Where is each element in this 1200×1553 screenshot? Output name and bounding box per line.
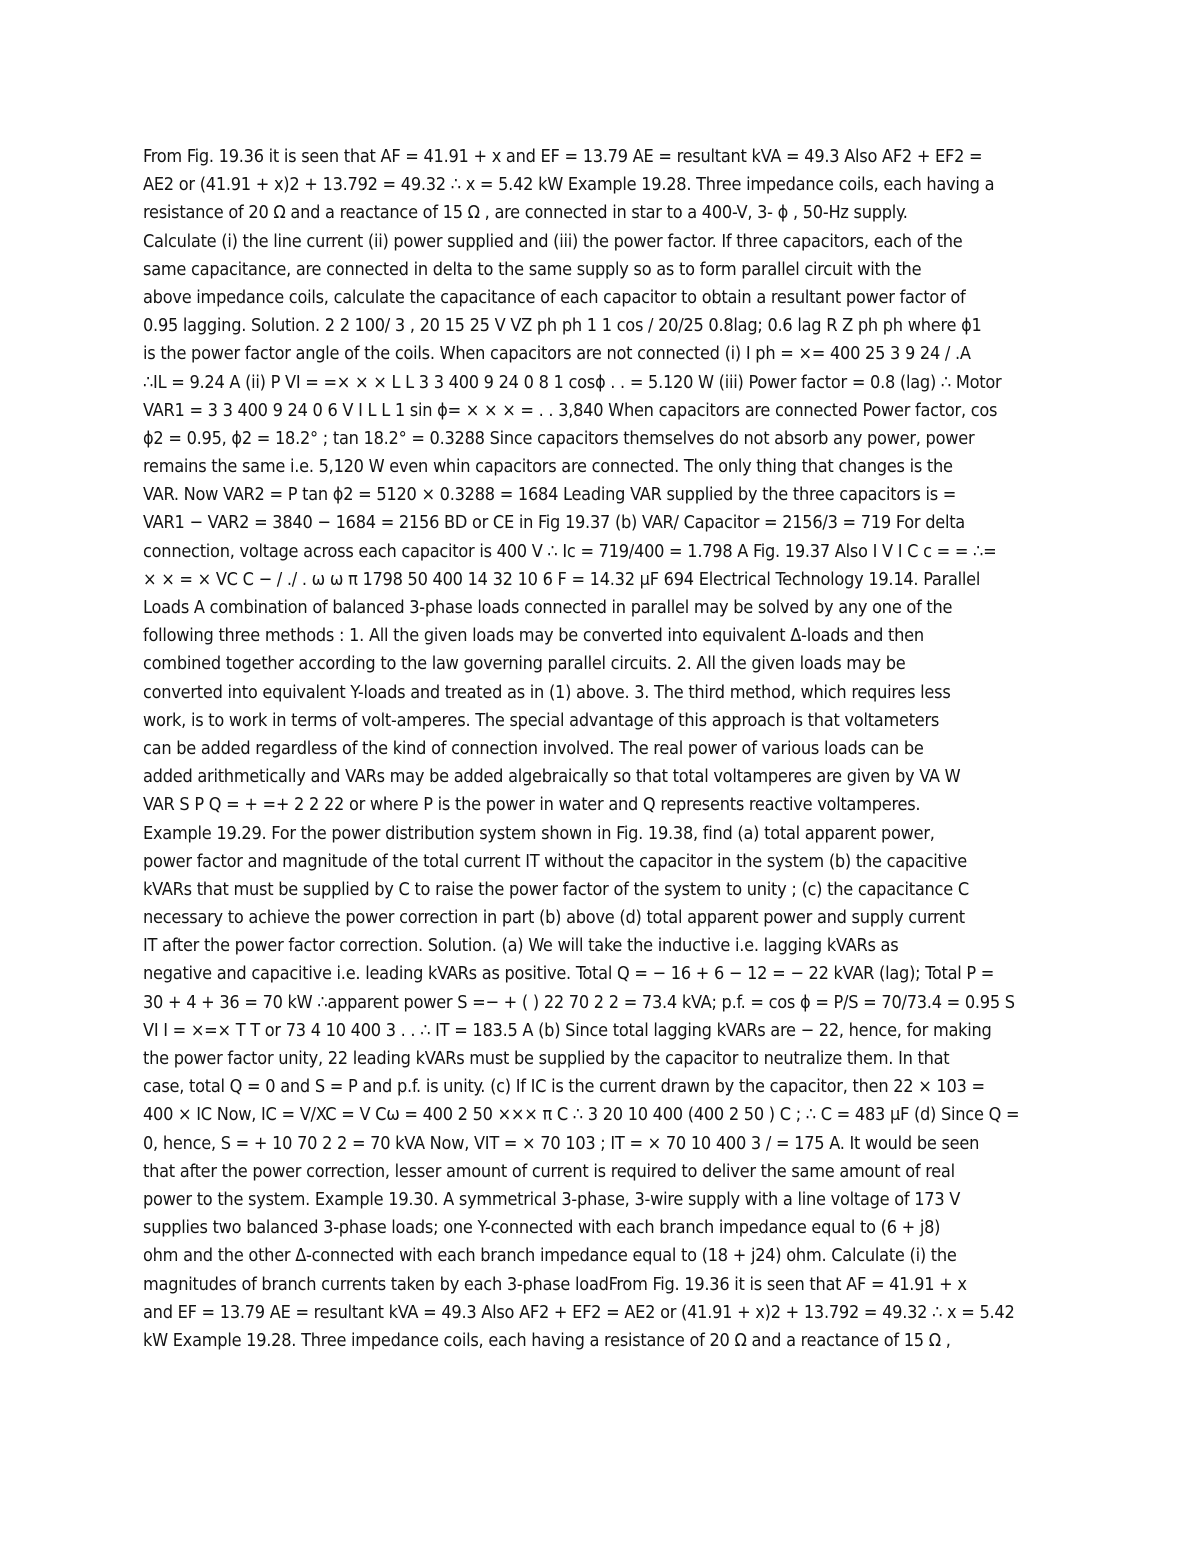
text-line: ohm and the other Δ-connected with each branch impedance equal to (18 + j24) ohm. Calculate (i) the: [143, 1245, 957, 1267]
text-line: AE2 or (41.91 + x)2 + 13.792 = 49.32 ∴ x = 5.42 kW Example 19.28. Three impedance coils, each having a: [143, 174, 995, 196]
text-line: 0.95 lagging. Solution. 2 2 100/ 3 , 20 15 25 V VZ ph ph 1 1 cos / 20/25 0.8lag; 0.6 lag R Z ph ph where ϕ1: [143, 315, 982, 337]
text-line: can be added regardless of the kind of connection involved. The real power of various loads can be: [143, 737, 924, 759]
text-line: VI I = ×=× T T or 73 4 10 400 3 . . ∴ IT = 183.5 A (b) Since total lagging kVARs are − 22, hence, for making: [143, 1019, 992, 1041]
text-line: VAR1 − VAR2 = 3840 − 1684 = 2156 BD or CE in Fig 19.37 (b) VAR/ Capacitor = 2156/3 = 719 For delta: [143, 512, 965, 534]
text-line: Loads A combination of balanced 3-phase loads connected in parallel may be solved by any one of the: [143, 597, 953, 618]
text-line: that after the power correction, lesser amount of current is required to deliver the same amount of real: [143, 1160, 955, 1182]
text-line: negative and capacitive i.e. leading kVARs as positive. Total Q = − 16 + 6 − 12 = − 22 kVAR (lag); Total P =: [143, 963, 995, 985]
text-line: supplies two balanced 3-phase loads; one Y-connected with each branch impedance equal to (6 + j8): [143, 1217, 941, 1239]
text-line: kVARs that must be supplied by C to raise the power factor of the system to unity ; (c) the capacitance C: [143, 878, 969, 900]
text-line: × × = × VC C − / ./ . ω ω π 1798 50 400 14 32 10 6 F = 14.32 μF 694 Electrical Technology 19.14. Parallel: [143, 568, 981, 590]
text-line: converted into equivalent Y-loads and treated as in (1) above. 3. The third method, which requires less: [143, 681, 951, 703]
text-line: resistance of 20 Ω and a reactance of 15 Ω , are connected in star to a 400-V, 3- ϕ , 50-Hz supply.: [143, 202, 908, 224]
text-line: the power factor unity, 22 leading kVARs must be supplied by the capacitor to neutralize them. In that: [143, 1048, 950, 1069]
text-line: Example 19.29. For the power distribution system shown in Fig. 19.38, find (a) total apparent power,: [143, 822, 935, 844]
text-line: is the power factor angle of the coils. When capacitors are not connected (i) I ph = ×= 400 25 3 9 24 / .A: [143, 343, 971, 365]
text-line: 400 × IC Now, IC = V/XC = V Cω = 400 2 50 ××× π C ∴ 3 20 10 400 (400 2 50 ) C ; ∴ C = 483 μF (d) Since Q =: [143, 1104, 1020, 1126]
text-line: ∴IL = 9.24 A (ii) P VI = =× × × L L 3 3 400 9 24 0 8 1 cosϕ . . = 5.120 W (iii) Power factor = 0.8 (lag) ∴ Motor: [143, 371, 1002, 393]
text-line: power factor and magnitude of the total current IT without the capacitor in the system (b) the capacitive: [143, 850, 967, 872]
text-line: VAR S P Q = + =+ 2 2 22 or where P is the power in water and Q represents reactive voltamperes.: [143, 794, 921, 816]
text-line: ϕ2 = 0.95, ϕ2 = 18.2° ; tan 18.2° = 0.3288 Since capacitors themselves do not absorb any power, power: [143, 427, 975, 449]
text-line: power to the system. Example 19.30. A symmetrical 3-phase, 3-wire supply with a line voltage of 173 V: [143, 1188, 961, 1210]
text-line: 0, hence, S = + 10 70 2 2 = 70 kVA Now, VIT = × 70 103 ; IT = × 70 10 400 3 / = 175 A. It would be seen: [143, 1132, 980, 1154]
text-line: work, is to work in terms of volt-amperes. The special advantage of this approach is that voltameters: [143, 709, 940, 731]
text-line: case, total Q = 0 and S = P and p.f. is unity. (c) If IC is the current drawn by the capacitor, then 22 × 103 =: [143, 1076, 985, 1098]
text-line: From Fig. 19.36 it is seen that AF = 41.91 + x and EF = 13.79 AE = resultant kVA = 49.3 Also AF2 + EF2 =: [143, 146, 983, 167]
text-line: magnitudes of branch currents taken by each 3-phase loadFrom Fig. 19.36 it is seen that AF = 41.91 + x: [143, 1273, 967, 1295]
text-line: connection, voltage across each capacitor is 400 V ∴ Ic = 719/400 = 1.798 A Fig. 19.37 Also I V I C c = = ∴=: [143, 540, 997, 562]
text-line: IT after the power factor correction. Solution. (a) We will take the inductive i.e. lagging kVARs as: [143, 935, 899, 957]
text-line: VAR1 = 3 3 400 9 24 0 6 V I L L 1 sin ϕ= × × × = . . 3,840 When capacitors are connected Power factor, cos: [143, 399, 998, 421]
text-line: combined together according to the law governing parallel circuits. 2. All the given loads may be: [143, 653, 906, 675]
text-line: above impedance coils, calculate the capacitance of each capacitor to obtain a resultant power factor of: [143, 286, 966, 308]
text-line: necessary to achieve the power correction in part (b) above (d) total apparent power and supply current: [143, 907, 965, 929]
text-line: kW Example 19.28. Three impedance coils, each having a resistance of 20 Ω and a reactance of 15 Ω ,: [143, 1329, 951, 1351]
text-line: VAR. Now VAR2 = P tan ϕ2 = 5120 × 0.3288 = 1684 Leading VAR supplied by the three capacitors is =: [143, 484, 957, 506]
text-line: remains the same i.e. 5,120 W even whin capacitors are connected. The only thing that changes is the: [143, 456, 953, 478]
text-line: and EF = 13.79 AE = resultant kVA = 49.3 Also AF2 + EF2 = AE2 or (41.91 + x)2 + 13.792 = 49.32 ∴ x = 5.42: [143, 1301, 1015, 1323]
text-line: 30 + 4 + 36 = 70 kW ∴apparent power S =− + ( ) 22 70 2 2 = 73.4 kVA; p.f. = cos ϕ = P/S = 70/73.4 = 0.95 S: [143, 991, 1015, 1013]
body-text: [143, 143, 1073, 1355]
text-line: following three methods : 1. All the given loads may be converted into equivalent Δ-loads and then: [143, 625, 924, 647]
text-line: added arithmetically and VARs may be added algebraically so that total voltamperes are given by VA W: [143, 766, 961, 788]
text-line: Calculate (i) the line current (ii) power supplied and (iii) the power factor. If three capacitors, each of the: [143, 230, 963, 252]
text-line: same capacitance, are connected in delta to the same supply so as to form parallel circuit with the: [143, 258, 922, 280]
